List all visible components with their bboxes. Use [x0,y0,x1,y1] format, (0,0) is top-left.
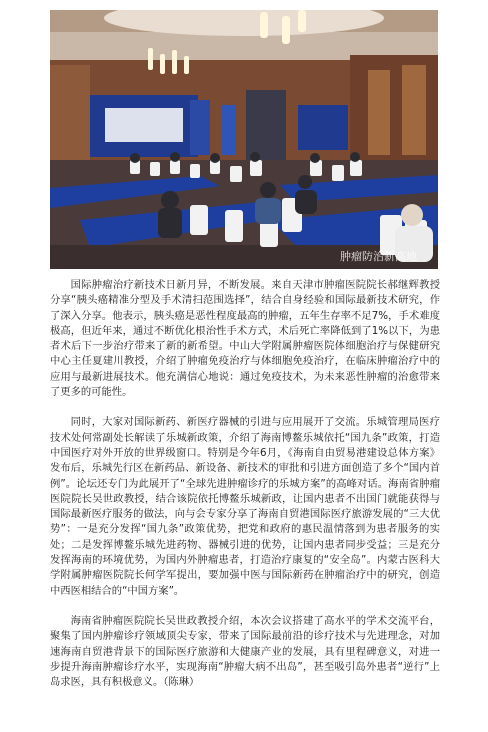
photo-watermark: 肿瘤防治新高地 [340,250,417,263]
conference-hall-image [50,10,438,269]
article-paragraph-3: 海南省肿瘤医院院长吴世政教授介绍，本次会议搭建了高水平的学术交流平台，聚集了国内肿瘤诊疗领域顶尖专家，带来了国际最前沿的诊疗技术与先进理念，对加速海南自贸港背景下的国际医疗旅游和大健康产业的发展，具有里程碑意义，对进一步提升海南肿瘤诊疗水平，实现海南“肿瘤大病不出岛”，甚至吸引岛外患者“逆行”上岛求医，具有积极意义。（陈琳） [50,614,440,689]
conference-photo [50,10,438,269]
article-body [50,278,440,705]
article-paragraph-1: 国际肿瘤治疗新技术日新月异，不断发展。来自天津市肿瘤医院院长郝继辉教授分享“胰头癌精准分型及手术清扫范围选择”，结合自身经验和国际最新技术研究，作了深入分享。他表示，胰头癌是恶性程度最高的肿瘤，五年生存率不足7%，手术难度极高，但近年来，通过不断优化根治性手术方式，术后死亡率降低到了1%以下，为患者术后下一步治疗带来了新的新希望。中山大学附属肿瘤医院体细胞治疗与保健研究中心主任夏建川教授，介绍了肿瘤免疫治疗与体细胞免疫治疗，在临床肿瘤治疗中的应用与最新进展技术。他充满信心地说：通过免疫技术，为未来恶性肿瘤的治愈带来了更多的可能性。 [50,279,440,399]
article-paragraph-2: 同时，大家对国际新药、新医疗器械的引进与应用展开了交流。乐城管理局医疗技术处何常副处长解读了乐城新政策，介绍了海南博鳌乐城依托“国九条”政策，打造中国医疗对外开放的世界级窗口。特别是今年6月，《海南自由贸易港建设总体方案》发布后，乐城先行区在新药品、新设备、新技术的审批和引进方面创造了多个“国内首例”。论坛还专门为此展开了“全球先进肿瘤诊疗的乐城方案”的高峰对话。海南省肿瘤医院院长吴世政教授，结合该院依托博鳌乐城新政，让国内患者不出国门就能获得与国际最新医疗服务的做法，向与会专家分享了海南自贸港国际医疗旅游发展的“三大优势”：一是充分发挥“国九条”政策优势，把党和政府的惠民温情落到为患者服务的实处；二是发挥博鳌乐城先进药物、器械引进的优势，让国内患者同步受益；三是充分发挥海南的环境优势，为国内外肿瘤患者，打造治疗康复的“安全岛”。内蒙古医科大学附属肿瘤医院院长何学军提出，要加强中医与国际新药在肿瘤治疗中的研究，创造中西医相结合的“中国方案”。 [50,416,440,597]
